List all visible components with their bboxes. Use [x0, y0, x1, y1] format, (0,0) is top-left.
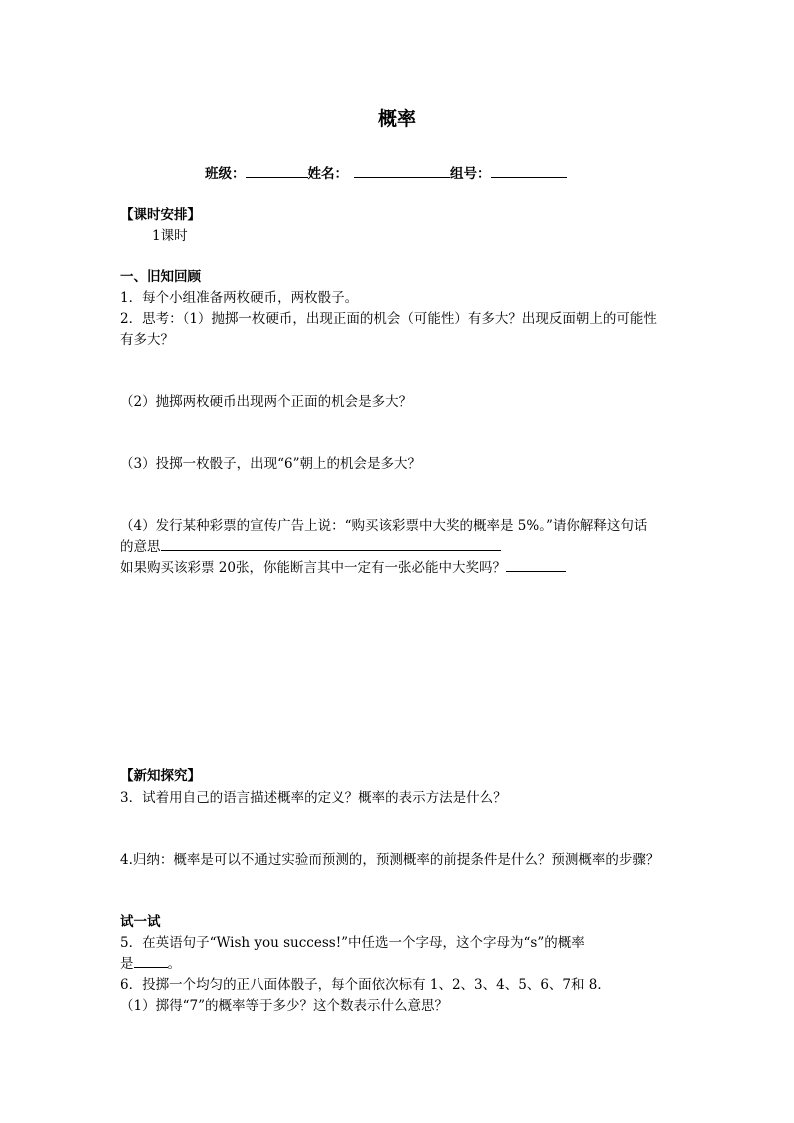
name-label: 姓名： — [307, 166, 348, 182]
question-1: 1．每个小组准备两枚硬币，两枚骰子。 — [120, 290, 359, 306]
question-2-line-1: 2．思考：（1）抛掷一枚硬币，出现正面的机会（可能性）有多大？出现反面朝上的可能性 — [120, 311, 657, 327]
review-heading: 一、旧知回顾 — [120, 269, 201, 285]
meaning-answer-blank[interactable] — [161, 536, 501, 551]
question-6: 6．投掷一个均匀的正八面体骰子，每个面依次标有 1、2、3、4、5、6、7和 8． — [120, 977, 611, 993]
try-it-heading: 试一试 — [120, 914, 161, 930]
schedule-value: 1课时 — [152, 228, 188, 244]
question-2-4-meaning-label: 的意思 — [120, 539, 161, 555]
group-blank[interactable] — [491, 163, 567, 178]
question-4: 4.归纳：概率是可以不通过实验而预测的，预测概率的前提条件是什么？预测概率的步骤？ — [120, 852, 660, 868]
question-5-line-2 — [120, 952, 181, 972]
question-2-4-line-2 — [120, 535, 501, 555]
question-2-line-2: 有多大？ — [120, 332, 174, 348]
question-3: 3．试着用自己的语言描述概率的定义？概率的表示方法是什么？ — [120, 790, 507, 806]
student-info-line — [205, 162, 567, 182]
schedule-heading: 【课时安排】 — [120, 207, 201, 223]
class-label: 班级： — [205, 166, 246, 182]
question-5-answer-blank[interactable] — [134, 953, 168, 968]
class-blank[interactable] — [246, 163, 308, 178]
question-5-period: 。 — [167, 956, 181, 972]
question-2-4-line-1: （4）发行某种彩票的宣传广告上说：“购买该彩票中大奖的概率是 5%。”请你解释这句话 — [120, 518, 648, 534]
page-title: 概率 — [377, 108, 416, 130]
question-2-4-line-3 — [120, 556, 566, 576]
question-2-2: （2）抛掷两枚硬币出现两个正面的机会是多大？ — [120, 394, 413, 410]
group-label: 组号： — [450, 166, 491, 182]
question-2-4-lottery-text: 如果购买该彩票 20张，你能断言其中一定有一张必能中大奖吗？ — [120, 560, 506, 576]
question-5-line-1: 5．在英语句子“Wish you success!”中任选一个字母，这个字母为“s”的概率 — [120, 935, 585, 951]
explore-heading: 【新知探究】 — [120, 768, 201, 784]
question-2-3: （3）投掷一枚骰子，出现“6”朝上的机会是多大？ — [120, 456, 421, 472]
question-6-1: （1）掷得“7”的概率等于多少？这个数表示什么意思？ — [120, 998, 448, 1014]
question-5-shi: 是 — [120, 956, 134, 972]
name-blank[interactable] — [354, 163, 450, 178]
lottery-answer-blank[interactable] — [506, 557, 566, 572]
